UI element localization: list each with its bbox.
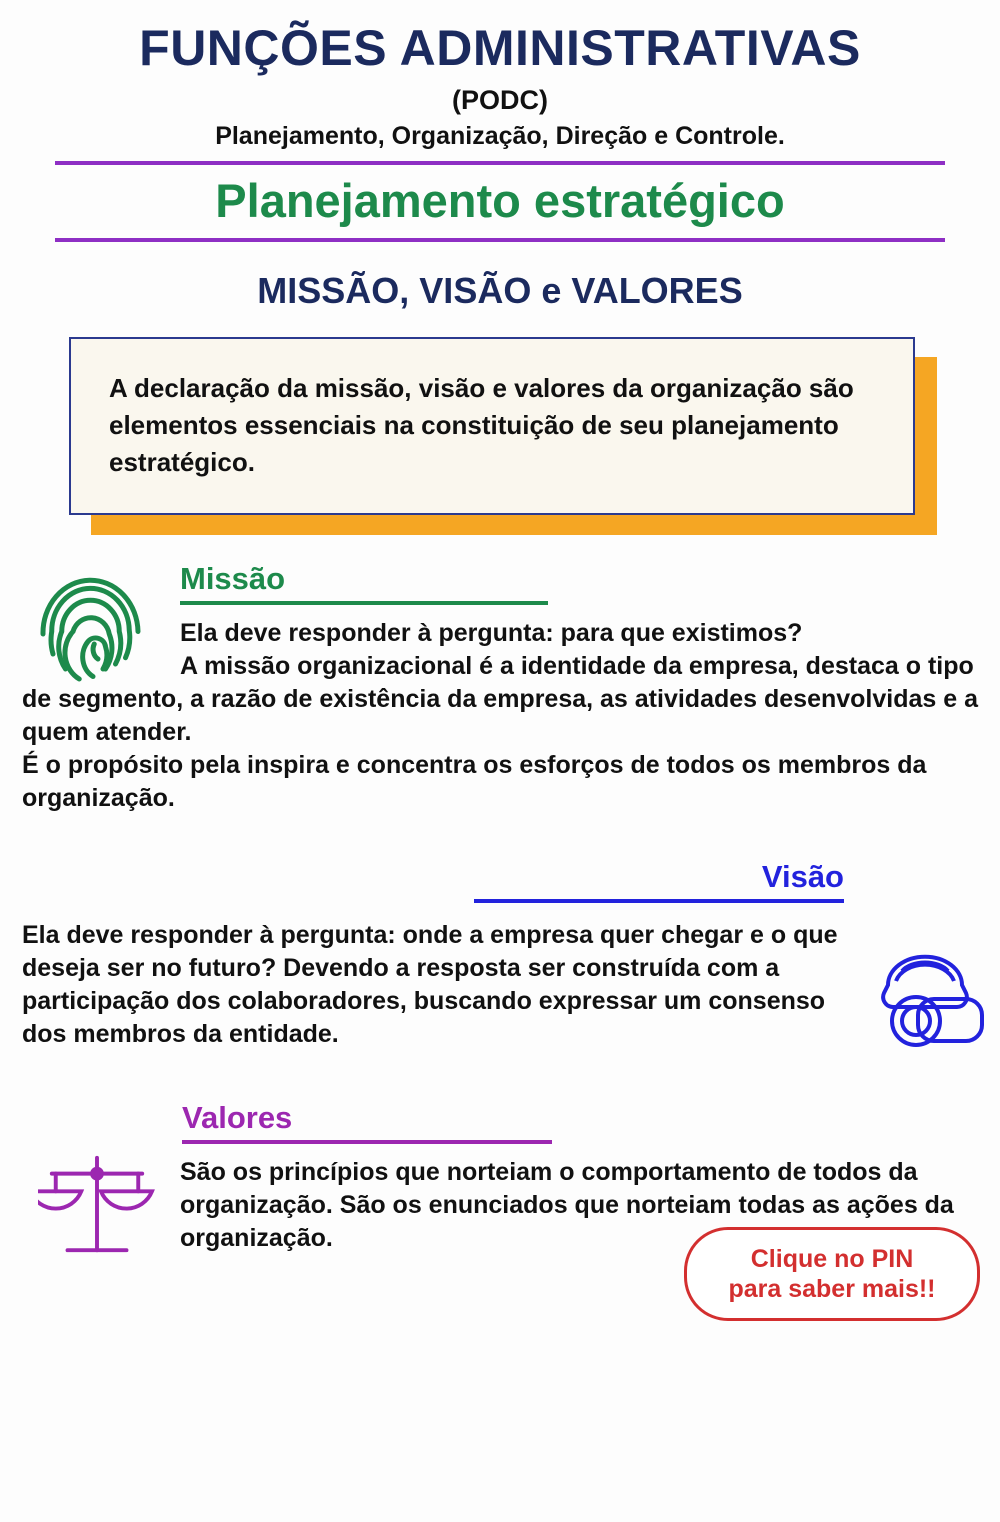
camera-icon <box>860 937 990 1057</box>
missao-line-3: É o propósito pela inspira e concentra os esforços de todos os membros da organização. <box>22 750 927 812</box>
missao-heading-wrap <box>180 561 548 605</box>
missao-label: Missão <box>180 560 286 596</box>
block-missao <box>0 561 1000 815</box>
block-visao <box>0 859 1000 1052</box>
callout-text: A declaração da missão, visão e valores da organização são elementos essenciais na constituição de seu planejamento estratégico. <box>109 373 854 477</box>
missao-body <box>22 617 978 815</box>
pin-callout-line-2: para saber mais!! <box>728 1275 936 1303</box>
visao-underline <box>474 899 844 903</box>
divider-bottom <box>55 238 945 242</box>
strategic-planning-title: Planejamento estratégico <box>215 173 785 227</box>
poster-page <box>0 22 1000 1522</box>
visao-label: Visão <box>761 858 844 894</box>
missao-line-2: A missão organizacional é a identidade da empresa, destaca o tipo de segmento, a razão de existência da empresa, as atividades desenvolvidas e a quem atender. <box>22 651 979 746</box>
divider-top <box>55 161 945 165</box>
valores-heading-wrap <box>182 1100 552 1144</box>
visao-heading-wrap <box>474 859 844 903</box>
pin-callout-line-1: Clique no PIN <box>750 1245 914 1273</box>
scales-icon <box>38 1152 156 1262</box>
acronym-expansion: Planejamento, Organização, Direção e Controle. <box>215 121 785 150</box>
valores-label: Valores <box>182 1099 293 1135</box>
page-title: FUNÇÕES ADMINISTRATIVAS <box>139 20 861 76</box>
callout-box <box>69 337 915 515</box>
fingerprint-icon <box>28 569 153 694</box>
valores-underline <box>182 1140 552 1144</box>
missao-line-1: Ela deve responder à pergunta: para que existimos? <box>180 618 803 647</box>
valores-text: São os princípios que norteiam o comportamento de todos da organização. São os enunciados que norteiam todas as ações da organização. <box>180 1157 954 1252</box>
block-valores <box>0 1100 1000 1256</box>
visao-text: Ela deve responder à pergunta: onde a empresa quer chegar e o que deseja ser no futuro? Devendo a resposta ser construída com a participação dos colaboradores, buscando expressar um consenso dos membros da entidade. <box>22 920 838 1049</box>
section-heading-mvv: MISSÃO, VISÃO e VALORES <box>257 269 743 311</box>
callout-container <box>69 337 931 535</box>
acronym-subtitle: (PODC) <box>452 84 548 115</box>
missao-underline <box>180 601 548 605</box>
